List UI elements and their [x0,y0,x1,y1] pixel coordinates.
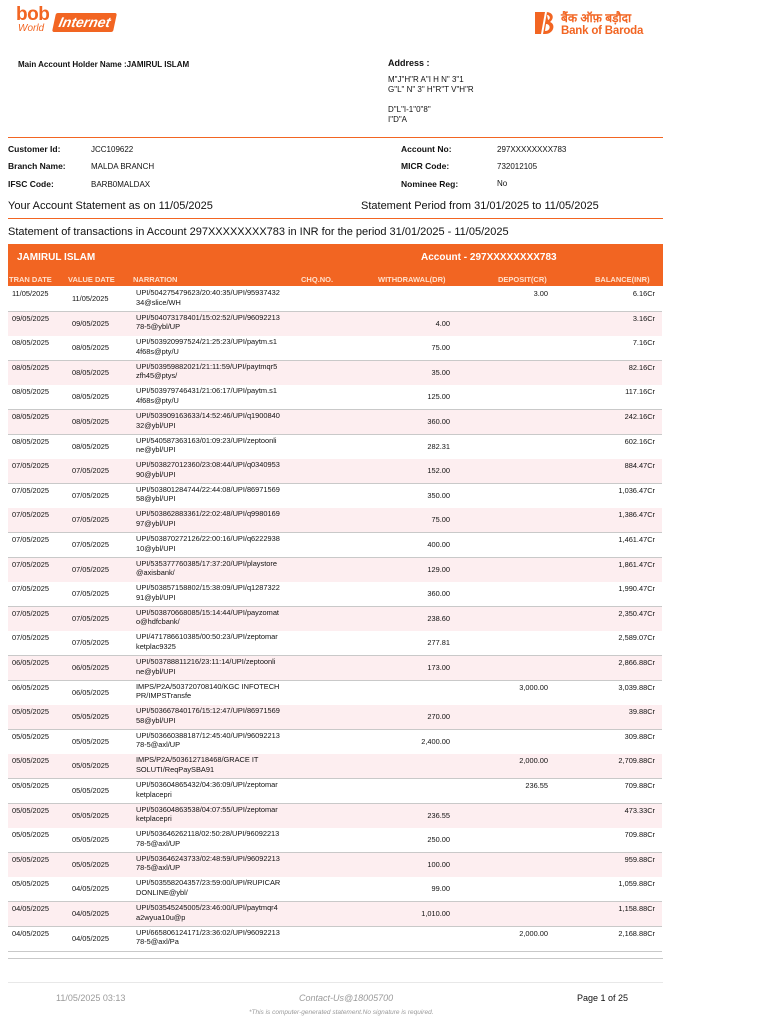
value-date-cell: 07/05/2025 [72,490,109,500]
footer-timestamp: 11/05/2025 03:13 [56,993,126,1003]
address-line-4: I"D"A [388,115,408,124]
withdrawal-cell: 152.00 [427,466,450,476]
statement-as-on: Your Account Statement as on 11/05/2025 [8,200,213,212]
withdrawal-cell: 1,010.00 [421,909,450,918]
balance-cell: 1,158.88Cr [618,904,655,913]
tran-date-cell: 05/05/2025 [12,756,49,766]
holder-name: JAMIRUL ISLAM [126,60,190,69]
narration-line-2: 58@ybl/UPI [136,494,176,504]
value-date-cell: 07/05/2025 [72,589,109,599]
balance-cell: 117.16Cr [625,387,655,397]
value-date-cell: 05/05/2025 [72,835,109,845]
ifsc-label: IFSC Code: [8,179,54,189]
narration-line-2: SOLUTI/ReqPaySBA91 [136,764,215,774]
tran-date-cell: 05/05/2025 [12,879,49,889]
narration-line-2: ne@ybl/UPI [136,445,176,455]
branch-name-label: Branch Name: [8,161,66,171]
customer-id-label: Customer Id: [8,144,61,154]
narration-line-1: UPI/503870272126/22:00:16/UPI/q6222938 [136,534,280,543]
narration-line-1: UPI/503788811216/23:11:14/UPI/zeptoonli [136,657,276,666]
tran-date-cell: 07/05/2025 [12,510,49,520]
narration-line-1: UPI/504275479623/20:40:35/UPI/95937432 [136,288,280,297]
table-row [8,533,662,558]
table-row [8,705,662,730]
balance-cell: 82.16Cr [628,362,655,372]
narration-line-1: UPI/471786610385/00:50:23/UPI/zeptomar [136,632,278,642]
table-row [8,828,662,853]
column-tran-date: TRAN DATE [9,275,52,284]
narration-line-1: UPI/503862883361/22:02:48/UPI/q9980169 [136,509,280,519]
narration-line-2: ketplacepri [136,789,172,799]
narration-line-1: UPI/503604865432/04:36:09/UPI/zeptomar [136,780,278,789]
withdrawal-cell: 173.00 [427,663,450,672]
value-date-cell: 08/05/2025 [72,392,109,402]
tran-date-cell: 06/05/2025 [12,658,49,667]
table-row [8,287,662,312]
tran-date-cell: 07/05/2025 [12,559,49,569]
tran-date-cell: 05/05/2025 [12,781,49,790]
narration-line-1: UPI/503646243733/02:48:59/UPI/96092213 [136,853,280,863]
micr-label: MICR Code: [401,161,450,171]
column-narration: NARRATION [133,275,178,284]
tran-date-cell: 04/05/2025 [12,904,49,913]
customer-id-value: JCC109622 [91,145,134,154]
table-row [8,435,662,460]
narration-cell [136,362,306,381]
narration-line-1: UPI/503959882021/21:11:59/UPI/paytmqr5 [136,361,278,371]
narration-line-2: 78-5@axl/UP [136,740,181,750]
withdrawal-cell: 282.31 [427,441,450,451]
tran-date-cell: 04/05/2025 [12,928,49,938]
tran-date-cell: 08/05/2025 [12,362,49,372]
value-date-cell: 05/05/2025 [72,736,109,746]
table-row [8,927,662,952]
nominee-label: Nominee Reg: [401,179,459,189]
value-date-cell: 05/05/2025 [72,810,109,820]
balance-cell: 2,866.88Cr [618,658,655,667]
balance-cell: 1,461.47Cr [618,535,655,544]
narration-line-1: UPI/503979746431/21:06:17/UPI/paytm.s1 [136,386,277,396]
balance-cell: 959.88Cr [624,854,655,864]
table-bottom-line [8,958,663,959]
withdrawal-cell: 75.00 [431,343,450,353]
narration-line-1: UPI/503801284744/22:44:08/UPI/86971569 [136,484,280,494]
column-balance: BALANCE(INR) [595,275,650,284]
value-date-cell: 05/05/2025 [72,786,109,795]
withdrawal-cell: 250.00 [427,835,450,845]
table-row [8,779,662,804]
narration-line-1: UPI/503920997524/21:25:23/UPI/paytm.s1 [136,337,277,347]
value-date-cell: 07/05/2025 [72,540,109,549]
withdrawal-cell: 75.00 [431,515,450,525]
withdrawal-cell: 277.81 [427,638,450,648]
narration-cell [136,854,306,873]
withdrawal-cell: 236.55 [427,810,450,820]
value-date-cell: 08/05/2025 [72,367,109,377]
balance-cell: 1,059.88Cr [618,879,655,889]
balance-cell: 3.16Cr [632,313,655,323]
value-date-cell: 05/05/2025 [72,859,109,869]
statement-period: Statement Period from 31/01/2025 to 11/05/2025 [361,200,599,212]
withdrawal-cell: 400.00 [427,540,450,549]
narration-line-1: IMPS/P2A/503720708140/KGC INFOTECH [136,681,280,691]
narration-line-1: UPI/503545245005/23:46:00/UPI/paytmqr4 [136,903,278,912]
tran-date-cell: 07/05/2025 [12,608,49,618]
narration-line-1: UPI/503667840176/15:12:47/UPI/86971569 [136,706,280,716]
balance-cell: 6.16Cr [632,289,655,298]
narration-line-2: ketplacepri [136,814,172,824]
narration-line-1: UPI/503646262118/02:50:28/UPI/96092213 [136,829,280,839]
tran-date-cell: 05/05/2025 [12,854,49,864]
withdrawal-cell: 350.00 [427,490,450,500]
narration-line-2: 91@ybl/UPI [136,592,176,602]
table-row [8,336,662,361]
narration-line-1: UPI/503604863538/04:07:55/UPI/zeptomar [136,804,278,814]
narration-line-2: 32@ybl/UPI [136,420,176,430]
narration-line-2: 78-5@ybl/UP [136,322,181,332]
tran-date-cell: 07/05/2025 [12,461,49,471]
value-date-cell: 04/05/2025 [72,884,109,894]
balance-cell: 39.88Cr [628,707,655,717]
narration-line-2: 4f68s@pty/U [136,346,179,356]
narration-cell [136,608,306,627]
micr-value: 732012105 [497,162,538,171]
bar-holder-name: JAMIRUL ISLAM [17,252,96,263]
table-row [8,607,662,632]
narration-cell [136,632,306,651]
value-date-cell: 08/05/2025 [72,417,109,426]
narration-line-2: 90@ybl/UPI [136,469,176,479]
narration-line-2: 78-5@axl/Pa [136,937,179,947]
table-row [8,312,662,337]
table-row [8,385,662,410]
deposit-cell: 2,000.00 [519,928,548,938]
narration-line-1: UPI/503909163633/14:52:46/UPI/q1900840 [136,411,280,420]
column-value-date: VALUE DATE [68,275,115,284]
table-row [8,754,662,779]
deposit-cell: 236.55 [525,781,548,790]
internet-logo-tag: Internet [52,13,117,32]
narration-line-1: UPI/665806124171/23:36:02/UPI/96092213 [136,927,280,937]
narration-line-2: o@hdfcbank/ [136,617,180,627]
narration-line-1: UPI/540587363163/01:09:23/UPI/zeptoonli [136,435,277,445]
narration-cell [136,780,306,799]
narration-cell [136,878,306,897]
balance-cell: 1,861.47Cr [618,559,655,569]
bar-account: Account - 297XXXXXXXX783 [421,252,557,263]
tran-date-cell: 07/05/2025 [12,485,49,495]
tran-date-cell: 09/05/2025 [12,313,49,323]
balance-cell: 1,036.47Cr [618,485,655,495]
table-row [8,902,662,927]
withdrawal-cell: 2,400.00 [421,736,450,746]
footer-page-number: Page 1 of 25 [577,993,629,1003]
table-row [8,631,662,656]
table-row [8,508,662,533]
bank-name-english: Bank of Baroda [561,25,644,37]
withdrawal-cell: 4.00 [435,318,450,328]
footer-contact: Contact-Us@18005700 [299,993,394,1003]
withdrawal-cell: 270.00 [427,712,450,722]
value-date-cell: 06/05/2025 [72,663,109,672]
withdrawal-cell: 129.00 [427,564,450,574]
account-holder [18,60,189,69]
value-date-cell: 08/05/2025 [72,441,109,451]
narration-cell [136,313,306,332]
table-row [8,656,662,681]
divider [8,137,663,138]
narration-line-2: @axisbank/ [136,568,175,578]
bank-of-baroda-emblem-icon [532,9,558,37]
address-label: Address : [388,58,430,68]
table-row [8,410,662,435]
narration-line-1: UPI/504073178401/15:02:52/UPI/96092213 [136,312,280,322]
nominee-value: No [497,179,508,188]
balance-cell: 709.88Cr [624,781,655,790]
withdrawal-cell: 99.00 [431,884,450,894]
narration-line-1: UPI/535377760385/17:37:20/UPI/playstore [136,558,277,568]
balance-cell: 473.33Cr [624,805,655,815]
branch-name-value: MALDA BRANCH [91,162,155,171]
balance-cell: 2,589.07Cr [618,633,655,643]
narration-cell [136,731,306,750]
column-deposit: DEPOSIT(CR) [498,275,547,284]
table-row [8,484,662,509]
tran-date-cell: 08/05/2025 [12,338,49,348]
value-date-cell: 07/05/2025 [72,466,109,476]
value-date-cell: 05/05/2025 [72,712,109,722]
statement-title: Statement of transactions in Account 297XXXXXXXX783 in INR for the period 31/01/2025 - 11/05/2025 [8,226,509,238]
account-no-value: 297XXXXXXXX783 [497,145,567,154]
table-row [8,681,662,706]
tran-date-cell: 08/05/2025 [12,412,49,421]
narration-line-1: UPI/503870668085/15:14:44/UPI/payzomat [136,607,279,617]
deposit-cell: 3,000.00 [519,682,548,692]
narration-cell [136,755,306,774]
tran-date-cell: 07/05/2025 [12,584,49,594]
value-date-cell: 05/05/2025 [72,761,109,771]
tran-date-cell: 05/05/2025 [12,731,49,741]
divider [8,218,663,219]
narration-cell [136,829,306,848]
narration-cell [136,436,306,455]
account-bar [8,244,663,272]
narration-line-1: IMPS/P2A/503612718468/GRACE IT [136,755,259,765]
withdrawal-cell: 360.00 [427,417,450,426]
table-row [8,877,662,902]
value-date-cell: 07/05/2025 [72,638,109,648]
narration-cell [136,485,306,504]
narration-cell [136,509,306,528]
value-date-cell: 07/05/2025 [72,613,109,623]
narration-line-2: 58@ybl/UPI [136,715,176,725]
balance-cell: 709.88Cr [624,830,655,840]
narration-line-2: 97@ybl/UPI [136,518,176,528]
narration-line-2: zfh45@ptys/ [136,371,178,381]
withdrawal-cell: 100.00 [427,859,450,869]
narration-cell [136,706,306,725]
narration-line-2: 78-5@axl/UP [136,863,181,873]
table-row [8,361,662,386]
balance-cell: 2,168.88Cr [618,928,655,938]
narration-cell [136,903,306,922]
deposit-cell: 2,000.00 [519,756,548,766]
withdrawal-cell: 360.00 [427,589,450,599]
value-date-cell: 06/05/2025 [72,687,109,697]
narration-cell [136,411,306,430]
narration-cell [136,928,306,947]
table-row [8,582,662,607]
holder-label: Main Account Holder Name : [18,60,127,69]
narration-cell [136,559,306,578]
address-line-3: D"L"I-1"0"8" [388,105,431,114]
tran-date-cell: 05/05/2025 [12,707,49,717]
narration-line-1: UPI/503558204357/23:59:00/UPI/RUPICAR [136,878,281,888]
narration-line-2: DONLINE@ybl/ [136,887,188,897]
tran-date-cell: 11/05/2025 [12,289,49,298]
withdrawal-cell: 238.60 [427,613,450,623]
value-date-cell: 07/05/2025 [72,515,109,525]
table-row [8,853,662,878]
bob-logo-text: bob [16,4,50,25]
tran-date-cell: 05/05/2025 [12,805,49,815]
narration-cell [136,657,306,676]
world-logo-text: World [18,23,45,34]
value-date-cell: 08/05/2025 [72,343,109,353]
value-date-cell: 11/05/2025 [72,294,109,303]
account-no-label: Account No: [401,144,452,154]
balance-cell: 2,709.88Cr [618,756,655,766]
tran-date-cell: 07/05/2025 [12,535,49,544]
value-date-cell: 04/05/2025 [72,909,109,918]
balance-cell: 1,386.47Cr [618,510,655,520]
balance-cell: 2,350.47Cr [618,608,655,618]
table-header [8,272,663,286]
narration-line-2: 10@ybl/UPI [136,543,176,553]
value-date-cell: 09/05/2025 [72,318,109,328]
tran-date-cell: 05/05/2025 [12,830,49,840]
narration-line-1: UPI/503660388187/12:45:40/UPI/96092213 [136,730,280,740]
balance-cell: 602.16Cr [624,436,655,446]
footer-divider [8,982,663,983]
bank-name-hindi: बैंक ऑफ़ बड़ौदा [561,11,632,25]
narration-cell [136,583,306,602]
narration-cell [136,386,306,405]
table-row [8,459,662,484]
narration-line-1: UPI/503857158802/15:38:09/UPI/q1287322 [136,583,280,593]
address-line-1: M"J"H"R A"I H N" 3"1 [388,75,464,84]
tran-date-cell: 07/05/2025 [12,633,49,643]
narration-line-2: 4f68s@pty/U [136,395,179,405]
narration-line-2: a2wyua10u@p [136,912,186,922]
ifsc-value: BARB0MALDAX [91,180,151,189]
balance-cell: 1,990.47Cr [618,584,655,594]
table-row [8,804,662,829]
narration-line-2: 78-5@axl/UP [136,838,181,848]
narration-line-1: UPI/503827012360/23:08:44/UPI/q0340953 [136,460,280,470]
column-withdrawal: WITHDRAWAL(DR) [378,275,446,284]
narration-cell [136,534,306,553]
narration-line-2: PR/IMPSTransfe [136,691,192,701]
withdrawal-cell: 35.00 [431,367,450,377]
table-row [8,730,662,755]
narration-line-2: ketplac9325 [136,641,176,651]
balance-cell: 309.88Cr [624,731,655,741]
tran-date-cell: 06/05/2025 [12,682,49,692]
tran-date-cell: 08/05/2025 [12,387,49,397]
value-date-cell: 04/05/2025 [72,933,109,943]
address-line-2: G"L" N" 3" H"R"T V"H"R [388,85,474,94]
narration-cell [136,337,306,356]
balance-cell: 3,039.88Cr [618,682,655,692]
balance-cell: 884.47Cr [624,461,655,471]
narration-line-2: ne@ybl/UPI [136,666,176,676]
tran-date-cell: 08/05/2025 [12,436,49,446]
narration-line-2: 34@slice/WH [136,297,181,307]
footer-note: *This is computer-generated statement.No signature is required. [249,1009,434,1016]
column-chq-no: CHQ.NO. [301,275,334,284]
deposit-cell: 3.00 [533,289,548,298]
narration-cell [136,805,306,824]
narration-cell [136,460,306,479]
table-row [8,558,662,583]
narration-cell [136,288,306,307]
narration-cell [136,682,306,701]
value-date-cell: 07/05/2025 [72,564,109,574]
balance-cell: 7.16Cr [632,338,655,348]
balance-cell: 242.16Cr [624,412,655,421]
withdrawal-cell: 125.00 [427,392,450,402]
